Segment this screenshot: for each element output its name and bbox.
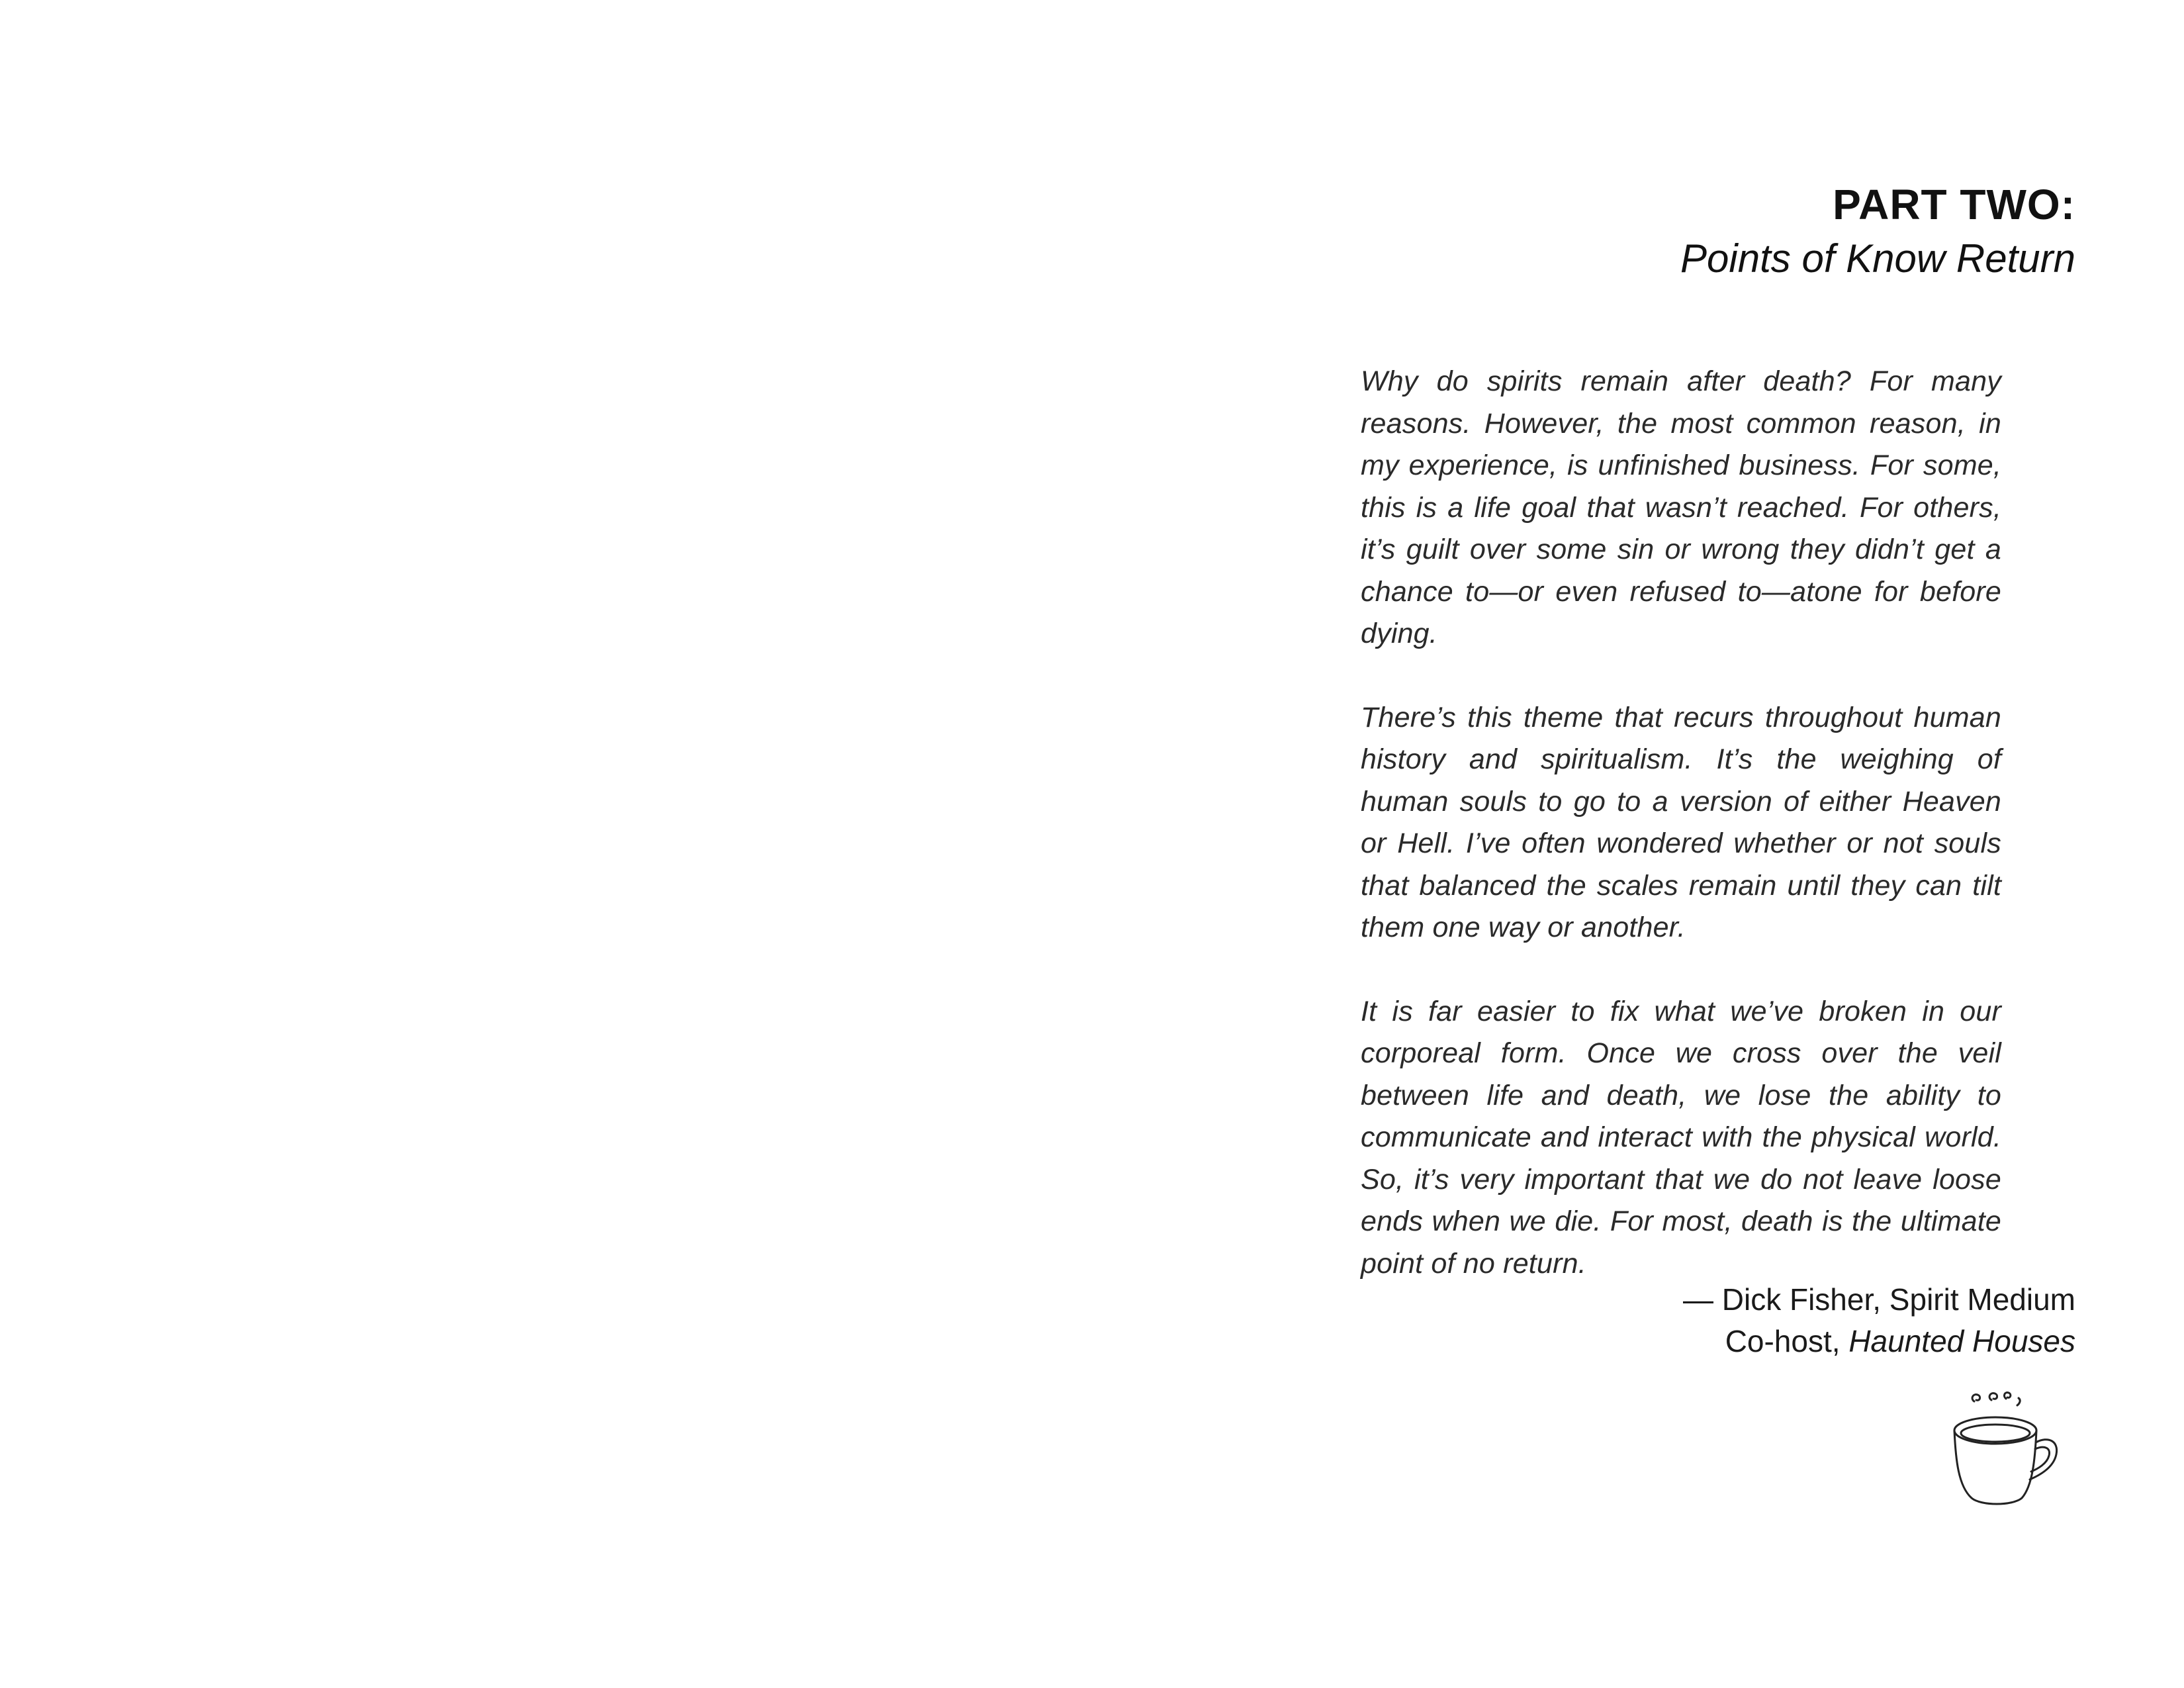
part-label: PART TWO: (1833, 181, 2075, 228)
paragraph-3: It is far easier to fix what we’ve broken in our corporeal form. Once we cross over the veil between life and death, we lose the ability to communicate and interact with the physical world. So, it’s very important that we do not leave loose ends when we die. For most, death is the ultimate point of no return. (1361, 995, 2001, 1280)
attribution (1683, 1279, 2075, 1362)
right-page (1092, 0, 2184, 1688)
part-heading (1680, 177, 2075, 286)
coffee-mug-icon (1949, 1387, 2062, 1513)
attribution-role-prefix: Co-host, (1725, 1324, 1849, 1358)
attribution-role (1683, 1321, 2075, 1362)
attribution-author: — Dick Fisher, Spirit Medium (1682, 1282, 2075, 1317)
part-title: Points of Know Return (1680, 236, 2075, 281)
paragraph-2: There’s this theme that recurs throughout human history and spiritualism. It’s the weighing of human souls to go to a version of either Heaven or Hell. I’ve often wondered whether or not souls that balanced the scales remain until they can tilt them one way or another. (1361, 701, 2001, 943)
paragraph-1: Why do spirits remain after death? For many reasons. However, the most common reason, in my experience, is unfinished business. For some, this is a life goal that wasn’t reached. For others, it’s guilt over some sin or wrong they didn’t get a chance to—or even refused to—atone for before dying. (1361, 365, 2001, 649)
attribution-show-title: Haunted Houses (1848, 1324, 2075, 1358)
epigraph-body (1361, 361, 2001, 1285)
